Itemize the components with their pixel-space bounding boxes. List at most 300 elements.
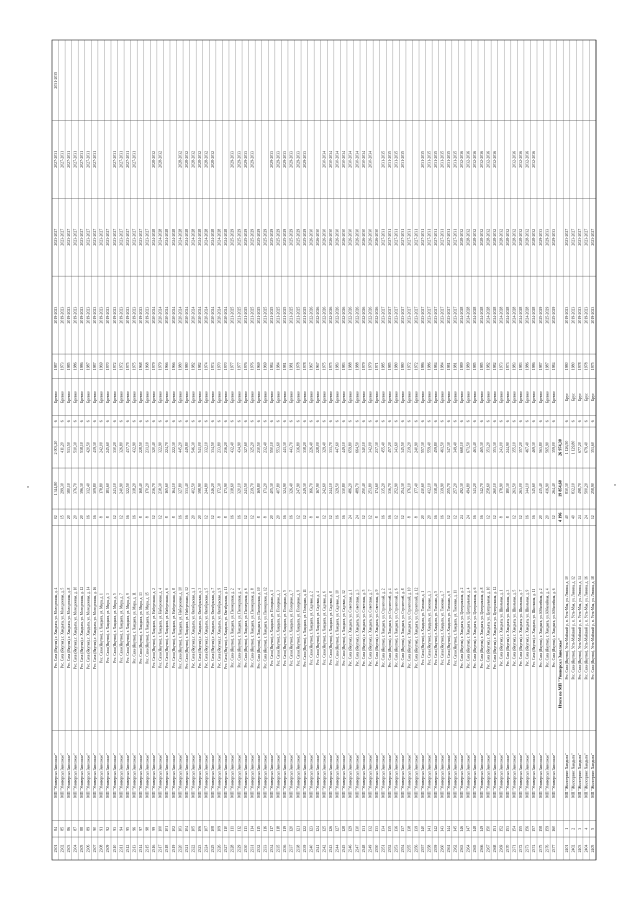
table-row bbox=[87, 151, 92, 853]
table-cell: 98 bbox=[145, 826, 150, 831]
table-row bbox=[552, 229, 557, 853]
table-cell: 2022-2026 bbox=[329, 306, 334, 324]
table-cell: 832,10 bbox=[571, 483, 576, 494]
table-cell: Рес. Саха (Якутия), Усть-Майский у., п. Усть-Мая, ул. Ленина, д. 14 bbox=[578, 576, 583, 680]
table-cell: 144 bbox=[447, 825, 452, 832]
table-cell: 336,80 bbox=[296, 442, 301, 453]
table-cell: 2024-2028 bbox=[506, 306, 511, 324]
table-cell: 2023-2027 bbox=[447, 306, 452, 324]
table-cell: 2023-2027 bbox=[591, 228, 596, 246]
table-cell: 16 bbox=[289, 515, 294, 520]
table-cell: Рес. Саха (Якутия), г. Хандыга, ул. Молодежная, д. 5 bbox=[60, 587, 65, 669]
table-row bbox=[368, 151, 373, 853]
table-cell: Бревно bbox=[86, 391, 91, 404]
table-cell: 1975 bbox=[591, 362, 596, 371]
table-cell: МП "Универсал Заволжье" bbox=[243, 753, 248, 798]
table-cell: 2029-2033 bbox=[538, 228, 543, 246]
table-cell: 1986 bbox=[525, 362, 530, 371]
table-cell: 244,90 bbox=[506, 442, 511, 453]
table-cell: 20 bbox=[276, 515, 281, 520]
table-cell: 2027-2031 bbox=[440, 228, 445, 246]
table-cell: 1983 bbox=[335, 362, 340, 371]
table-cell: Бревно bbox=[414, 391, 419, 404]
table-cell: МП "Жилсервис Хандыга" bbox=[565, 753, 570, 798]
table-cell: 8 bbox=[106, 516, 111, 519]
table-cell: 2401 bbox=[565, 844, 570, 853]
table-cell: 6 bbox=[381, 420, 386, 423]
table-cell: 2026-2030 bbox=[322, 228, 327, 246]
table-cell: 16 bbox=[237, 515, 242, 520]
table-cell: 2362 bbox=[453, 844, 458, 853]
table-cell: 1973 bbox=[499, 362, 504, 371]
table-cell: 1977 bbox=[237, 362, 242, 371]
table-cell: МП "Универсал Заволжье" bbox=[492, 753, 497, 798]
table-cell: Рес. Саха (Якутия), г. Хандыга, ул. Октябрьская, д. 11 bbox=[224, 586, 229, 669]
table-cell: 2029-2033 bbox=[283, 150, 288, 168]
table-cell: 416,90 bbox=[545, 483, 550, 494]
table-cell: 228,50 bbox=[138, 442, 143, 453]
table-cell: 1978 bbox=[302, 362, 307, 371]
table-cell: 412,10 bbox=[427, 483, 432, 494]
table-cell: 345,50 bbox=[401, 442, 406, 453]
table-cell: 24 bbox=[584, 515, 589, 520]
table-cell: 457,20 bbox=[388, 442, 393, 453]
table-cell: Рес. Саха (Якутия), г. Хандыга, ул. Юбилейная, д. 4 bbox=[545, 588, 550, 668]
table-cell: 159 bbox=[545, 825, 550, 832]
table-cell: Рес. Саха (Якутия), г. Хандыга, ул. Набережная, д. 4 bbox=[158, 588, 163, 668]
table-cell: 345,60 bbox=[532, 483, 537, 494]
table-cell: 2023-2027 bbox=[571, 228, 576, 246]
table-cell: Рес. Саха (Якутия), г. Хандыга, ул. Мира, д. 13 bbox=[138, 592, 143, 664]
table-cell: 8 bbox=[499, 516, 504, 519]
table-cell: 489,70 bbox=[355, 483, 360, 494]
table-cell: 91 bbox=[99, 826, 104, 831]
table-cell: Бревно bbox=[394, 391, 399, 404]
table-cell: 138 bbox=[407, 825, 412, 832]
table-cell: Рес. Саха (Якутия), г. Хандыга, ул. Мира, д. 1 bbox=[99, 593, 104, 663]
table-row bbox=[250, 151, 255, 853]
table-cell: 2375 bbox=[538, 844, 543, 853]
table-cell: 331,70 bbox=[329, 442, 334, 453]
table-cell: 02 bbox=[53, 515, 58, 520]
table-cell: 6 bbox=[414, 420, 419, 423]
table-cell: 2404 bbox=[584, 844, 589, 853]
table-cell: МП "Универсал Заволжье" bbox=[361, 753, 366, 798]
table-cell: Бревно bbox=[302, 391, 307, 404]
table-cell: 1980 bbox=[394, 362, 399, 371]
table-cell: 2025-2029 bbox=[243, 228, 248, 246]
table-cell: 469,30 bbox=[532, 442, 537, 453]
table-cell: 6 bbox=[342, 420, 347, 423]
table-cell: Бревно bbox=[211, 391, 216, 404]
table-cell: 2024-2028 bbox=[499, 306, 504, 324]
table-cell: МП "Универсал Заволжье" bbox=[178, 753, 183, 798]
table-row bbox=[578, 229, 583, 853]
table-cell: 2020-2024 bbox=[152, 306, 157, 324]
table-cell: 2023-2027 bbox=[414, 306, 419, 324]
table-cell: Рес. Саха (Якутия), г. Хандыга, ул. Садовая, д. 12 bbox=[342, 590, 347, 666]
table-cell: 6 bbox=[479, 420, 484, 423]
table-cell: МП "Универсал Заволжье" bbox=[427, 753, 432, 798]
table-cell: 2031-2035 bbox=[420, 150, 425, 168]
table-cell: 2023-2027 bbox=[433, 306, 438, 324]
table-cell: 12 bbox=[250, 515, 255, 520]
table-cell: 299,30 bbox=[60, 483, 65, 494]
table-cell: 2030-2034 bbox=[322, 150, 327, 168]
table-cell: Рес. Саха (Якутия), г. Хандыга, ул. Строителей, д. 2 bbox=[381, 588, 386, 668]
table-cell: 2029-2033 bbox=[276, 150, 281, 168]
table-row bbox=[60, 151, 65, 853]
table-cell: МП "Универсал Заволжье" bbox=[407, 753, 412, 798]
table-cell: Рес. Саха (Якутия), г. Хандыга, ул. Садовая, д. 4 bbox=[315, 591, 320, 665]
table-cell: 2023-2027 bbox=[99, 228, 104, 246]
table-cell: 2027-2031 bbox=[407, 228, 412, 246]
table-cell: Рес. Саха (Якутия), г. Хандыга, ул. Таежная, д. 5 bbox=[433, 590, 438, 665]
table-cell: 324,90 bbox=[283, 483, 288, 494]
table-cell: 344,10 bbox=[525, 483, 530, 494]
table-cell: 24 bbox=[578, 515, 583, 520]
table-cell: Рес. Саха (Якутия), г. Хандыга, ул. Набережная, д. 6 bbox=[165, 588, 170, 668]
table-cell: 6 bbox=[322, 420, 327, 423]
table-cell: 8 bbox=[374, 516, 379, 519]
table-cell: 2028-2032 bbox=[178, 150, 183, 168]
table-cell: 171,20 bbox=[263, 483, 268, 494]
table-cell: 107 bbox=[204, 825, 209, 832]
table-cell: Бревно bbox=[447, 391, 452, 404]
table-cell: 140 bbox=[420, 825, 425, 832]
table-cell: 2021-2025 bbox=[302, 306, 307, 324]
table-cell: 125 bbox=[322, 825, 327, 832]
table-cell: 2020-2024 bbox=[165, 306, 170, 324]
table-cell: 87 bbox=[73, 826, 78, 831]
table-cell: 12 bbox=[401, 515, 406, 520]
table-cell: 2031-2035 bbox=[381, 150, 386, 168]
table-cell: Рес. Саха (Якутия), г. Хандыга, ул. Садовая, д. 10 bbox=[335, 590, 340, 666]
table-cell: 244,10 bbox=[329, 483, 334, 494]
table-cell: 318,20 bbox=[132, 483, 137, 494]
table-cell: 1984 bbox=[270, 362, 275, 371]
table-cell: 6 bbox=[486, 420, 491, 423]
table-cell: 2022-2026 bbox=[368, 306, 373, 324]
table-cell: 16 bbox=[283, 515, 288, 520]
table-cell: 2028-2032 bbox=[466, 228, 471, 246]
table-cell: 1985 bbox=[381, 362, 386, 371]
table-cell: 420,50 bbox=[86, 442, 91, 453]
table-cell: 12 bbox=[492, 515, 497, 520]
table-row bbox=[486, 151, 491, 853]
table-cell: 146 bbox=[460, 825, 465, 832]
table-cell: 2329 bbox=[237, 844, 242, 853]
table-cell: 2025-2029 bbox=[250, 228, 255, 246]
table-row bbox=[113, 151, 118, 853]
table-cell: 335,20 bbox=[381, 483, 386, 494]
table-cell: 2030-2034 bbox=[361, 150, 366, 168]
table-cell: 6 bbox=[93, 420, 98, 423]
table-cell: 2303 bbox=[66, 844, 71, 853]
table-row bbox=[532, 151, 537, 853]
table-cell: 6 bbox=[211, 420, 216, 423]
table-cell: 2031-2035 bbox=[440, 150, 445, 168]
table-cell: Рес. Саха (Якутия), г. Хандыга, ул. Строителей, д. 8 bbox=[401, 588, 406, 668]
table-cell: 1976 bbox=[243, 362, 248, 371]
table-cell: 105 bbox=[191, 825, 196, 832]
table-cell: Бревно bbox=[512, 391, 517, 404]
table-row bbox=[493, 151, 498, 853]
table-cell: 2022-2026 bbox=[361, 306, 366, 324]
table-cell: Брус bbox=[565, 393, 570, 402]
table-cell: Бревно bbox=[53, 391, 58, 404]
table-cell: 6 bbox=[368, 420, 373, 423]
table-cell: 2377 bbox=[551, 844, 556, 853]
table-cell: 2029-2033 bbox=[289, 150, 294, 168]
table-row bbox=[401, 151, 406, 853]
table-row bbox=[296, 151, 301, 853]
table-cell: Рес. Саха (Якутия), г. Хандыга, ул. Молодежная, д. 14 bbox=[86, 586, 91, 670]
table-cell: 1969 bbox=[256, 362, 261, 371]
table-cell: 1979 bbox=[152, 362, 157, 371]
table-cell: 2029-2033 bbox=[551, 228, 556, 246]
table-cell: Рес. Саха (Якутия), г. Хандыга, ул. Советская, д. 5 bbox=[361, 589, 366, 667]
table-cell: 2365 bbox=[473, 844, 478, 853]
table-row bbox=[191, 151, 196, 853]
table-cell: 6 bbox=[591, 420, 596, 423]
table-cell: 541,00 bbox=[197, 442, 202, 453]
table-row bbox=[414, 229, 419, 853]
table-cell: 2021-2025 bbox=[243, 306, 248, 324]
table-cell: 2032-2036 bbox=[460, 150, 465, 168]
table-cell: 2028-2032 bbox=[512, 228, 517, 246]
table-row bbox=[499, 229, 504, 853]
table-cell: 6 bbox=[289, 420, 294, 423]
table-cell: МП "Универсал Заволжье" bbox=[197, 753, 202, 798]
table-cell: 6 bbox=[158, 420, 163, 423]
table-cell: 8 bbox=[407, 516, 412, 519]
table-cell: 240,90 bbox=[414, 442, 419, 453]
table-cell: 441,30 bbox=[283, 442, 288, 453]
table-cell: 2369 bbox=[499, 844, 504, 853]
table-cell: 110 bbox=[224, 825, 229, 832]
table-cell: 2028-2032 bbox=[152, 150, 157, 168]
table-cell: 2030-2034 bbox=[335, 150, 340, 168]
table-cell: 2029-2033 bbox=[296, 150, 301, 168]
table-cell: 2344 bbox=[335, 844, 340, 853]
table-cell: 2021-2025 bbox=[270, 306, 275, 324]
table-cell: 1978 bbox=[578, 362, 583, 371]
table-cell: 2025-2029 bbox=[296, 228, 301, 246]
table-cell: 2028-2032 bbox=[492, 228, 497, 246]
table-cell: 2021-2025 bbox=[276, 306, 281, 324]
table-cell: 2023-2027 bbox=[145, 228, 150, 246]
table-cell: МП "Жилсервис Хандыга" bbox=[578, 753, 583, 798]
table-cell: 6 bbox=[394, 420, 399, 423]
table-cell: 559,40 bbox=[427, 442, 432, 453]
table-cell: 128 bbox=[342, 825, 347, 832]
table-cell: 546,30 bbox=[191, 442, 196, 453]
table-cell: Рес. Саха (Якутия), г. Хандыга, ул. Полярная, д. 11 bbox=[302, 589, 307, 667]
table-cell: 106 bbox=[197, 825, 202, 832]
table-cell: 24 bbox=[348, 515, 353, 520]
table-cell: 2361 bbox=[447, 844, 452, 853]
table-cell: Рес. Саха (Якутия), г. Хандыга, ул. Полярная, д. 9 bbox=[296, 590, 301, 666]
table-cell: 565,90 bbox=[545, 442, 550, 453]
table-cell: 2022-2026 bbox=[309, 306, 314, 324]
table-cell: 463,40 bbox=[473, 442, 478, 453]
table-cell: 6 bbox=[237, 420, 242, 423]
table-cell: 2026-2030 bbox=[335, 228, 340, 246]
table-row bbox=[270, 151, 275, 853]
table-cell: 6 bbox=[112, 420, 117, 423]
table-cell: 40 bbox=[571, 515, 576, 520]
table-cell: 26 974,30 bbox=[557, 439, 563, 456]
table-cell: Бревно bbox=[466, 391, 471, 404]
table-cell: 2027-2031 bbox=[381, 228, 386, 246]
table-cell: 40 bbox=[565, 515, 570, 520]
table-cell: МП "Универсал Заволжье" bbox=[53, 753, 58, 798]
table-cell: МП "Универсал Заволжье" bbox=[276, 753, 281, 798]
table-cell: 2026-2030 bbox=[355, 228, 360, 246]
table-cell: 498,70 bbox=[578, 483, 583, 494]
table-cell: 447,60 bbox=[335, 442, 340, 453]
table-row bbox=[231, 151, 236, 853]
table-cell: 407,80 bbox=[276, 483, 281, 494]
table-cell: 2027-2031 bbox=[112, 150, 117, 168]
table-cell: Рес. Саха (Якутия), г. Хандыга, ул. Советская, д. 7 bbox=[368, 589, 373, 667]
table-cell: 20 bbox=[191, 515, 196, 520]
table-cell: Рес. Саха (Якутия), г. Хандыга, ул. Молодежная, д. 10 bbox=[73, 586, 78, 670]
table-cell: 1982 bbox=[486, 362, 491, 371]
table-cell: 2355 bbox=[407, 844, 412, 853]
table-cell: 2026-2030 bbox=[368, 228, 373, 246]
table-cell: Бревно bbox=[329, 391, 334, 404]
table-cell: Бревно bbox=[204, 391, 209, 404]
table-cell: 2370 bbox=[506, 844, 511, 853]
table-cell: 6 bbox=[263, 420, 268, 423]
table-cell: 6 bbox=[551, 420, 556, 423]
table-cell: 6 bbox=[545, 420, 550, 423]
table-cell: 376,70 bbox=[73, 483, 78, 494]
table-cell: МП "Универсал Заволжье" bbox=[211, 753, 216, 798]
table-cell: МП "Универсал Заволжье" bbox=[283, 753, 288, 798]
table-cell: 327,80 bbox=[178, 483, 183, 494]
table-cell: 312,40 bbox=[86, 483, 91, 494]
table-cell: МП "Универсал Заволжье" bbox=[289, 753, 294, 798]
table-cell: 2342 bbox=[322, 844, 327, 853]
table-cell: 6 bbox=[178, 420, 183, 423]
table-cell: 99 bbox=[152, 826, 157, 831]
table-cell: 2360 bbox=[440, 844, 445, 853]
table-cell: 2019-2023 bbox=[53, 306, 58, 324]
table-cell: 24 bbox=[466, 515, 471, 520]
table-cell: Бревно bbox=[165, 391, 170, 404]
table-cell: 2029-2033 bbox=[545, 228, 550, 246]
table-cell: 109 bbox=[217, 825, 222, 832]
table-cell: 2374 bbox=[532, 844, 537, 853]
table-cell: 396,30 bbox=[79, 483, 84, 494]
table-cell: 251,80 bbox=[368, 483, 373, 494]
table-cell: МП "Универсал Заволжье" bbox=[93, 753, 98, 798]
table-cell: 94 bbox=[119, 826, 124, 831]
table-cell: 2339 bbox=[302, 844, 307, 853]
table-cell: 2024-2028 bbox=[158, 228, 163, 246]
table-cell: 2354 bbox=[401, 844, 406, 853]
table-cell: 2026-2030 bbox=[309, 228, 314, 246]
table-cell: 1969 bbox=[263, 362, 268, 371]
table-cell: Бревно bbox=[230, 391, 235, 404]
table-cell: 2027-2031 bbox=[119, 150, 124, 168]
table-cell: 2021-2025 bbox=[296, 306, 301, 324]
table-cell: Рес. Саха (Якутия), Усть-Майский у., п. Усть-Мая, ул. Ленина, д. 10 bbox=[565, 576, 570, 680]
table-cell: 334,50 bbox=[211, 442, 216, 453]
table-cell: 8 bbox=[256, 516, 261, 519]
table-cell: 2024-2028 bbox=[486, 306, 491, 324]
table-cell: 2032-2036 bbox=[473, 150, 478, 168]
table-cell: 177,40 bbox=[414, 483, 419, 494]
table-cell: МП "Универсал Заволжье" bbox=[99, 753, 104, 798]
table-cell: 20 bbox=[79, 515, 84, 520]
table-cell: 16 bbox=[93, 515, 98, 520]
table-cell: 137 bbox=[401, 825, 406, 832]
table-cell: 2322 bbox=[191, 844, 196, 853]
table-cell: 6 bbox=[250, 420, 255, 423]
table-cell: Рес. Саха (Якутия), г. Хандыга, ул. Центральная, д. 4 bbox=[466, 587, 471, 669]
table-cell: 2032-2036 bbox=[532, 150, 537, 168]
table-cell: 1981 bbox=[447, 362, 452, 371]
table-cell: Бревно bbox=[315, 391, 320, 404]
table-cell: 167,90 bbox=[315, 483, 320, 494]
table-cell: 20 bbox=[73, 515, 78, 520]
table-row bbox=[224, 229, 229, 853]
table-cell: 2345 bbox=[342, 844, 347, 853]
table-cell: 2316 bbox=[152, 844, 157, 853]
table-row bbox=[408, 229, 413, 853]
table-cell: 236,20 bbox=[224, 442, 229, 453]
table-row bbox=[205, 151, 210, 853]
table-cell: 2368 bbox=[492, 844, 497, 853]
table-cell: 2366 bbox=[479, 844, 484, 853]
table-cell: 2028-2032 bbox=[486, 228, 491, 246]
table-cell: 563,80 bbox=[538, 442, 543, 453]
table-cell: 12 bbox=[302, 515, 307, 520]
table-cell: Рес. Саха (Якутия), г. Хандыга, ул. Мира, д. 11 bbox=[132, 592, 137, 664]
table-row bbox=[244, 151, 249, 853]
table-cell: 2338 bbox=[296, 844, 301, 853]
table-cell: 252,90 bbox=[394, 483, 399, 494]
table-cell: 2022-2026 bbox=[355, 306, 360, 324]
table-row bbox=[467, 151, 472, 853]
table-cell: Рес. Саха (Якутия), г. Хандыга, ул. Центральная, д. 2 bbox=[460, 587, 465, 669]
table-row bbox=[480, 151, 485, 853]
table-cell: 342,00 bbox=[368, 442, 373, 453]
table-cell: 2027-2031 bbox=[93, 150, 98, 168]
table-cell: 6 bbox=[53, 420, 58, 423]
table-cell: 8 bbox=[315, 516, 320, 519]
table-cell: Рес. Саха (Якутия), г. Хандыга, ул. Строителей, д. 12 bbox=[414, 587, 419, 669]
table-cell: 12 bbox=[158, 515, 163, 520]
table-cell: 2023-2027 bbox=[401, 306, 406, 324]
table-cell: Бревно bbox=[361, 391, 366, 404]
table-cell: 1 bbox=[565, 827, 570, 830]
table-cell: 2031-2035 bbox=[433, 150, 438, 168]
table-cell: 85 bbox=[60, 826, 65, 831]
table-cell: 16 bbox=[473, 515, 478, 520]
table-cell: 538,10 bbox=[79, 442, 84, 453]
table-cell: МП "Универсал Заволжье" bbox=[486, 753, 491, 798]
table-cell: Бревно bbox=[427, 391, 432, 404]
table-cell: МП "Универсал Заволжье" bbox=[237, 753, 242, 798]
table-cell: 246,20 bbox=[211, 483, 216, 494]
subtotal-row bbox=[558, 439, 563, 708]
table-cell: 178,80 bbox=[99, 483, 104, 494]
